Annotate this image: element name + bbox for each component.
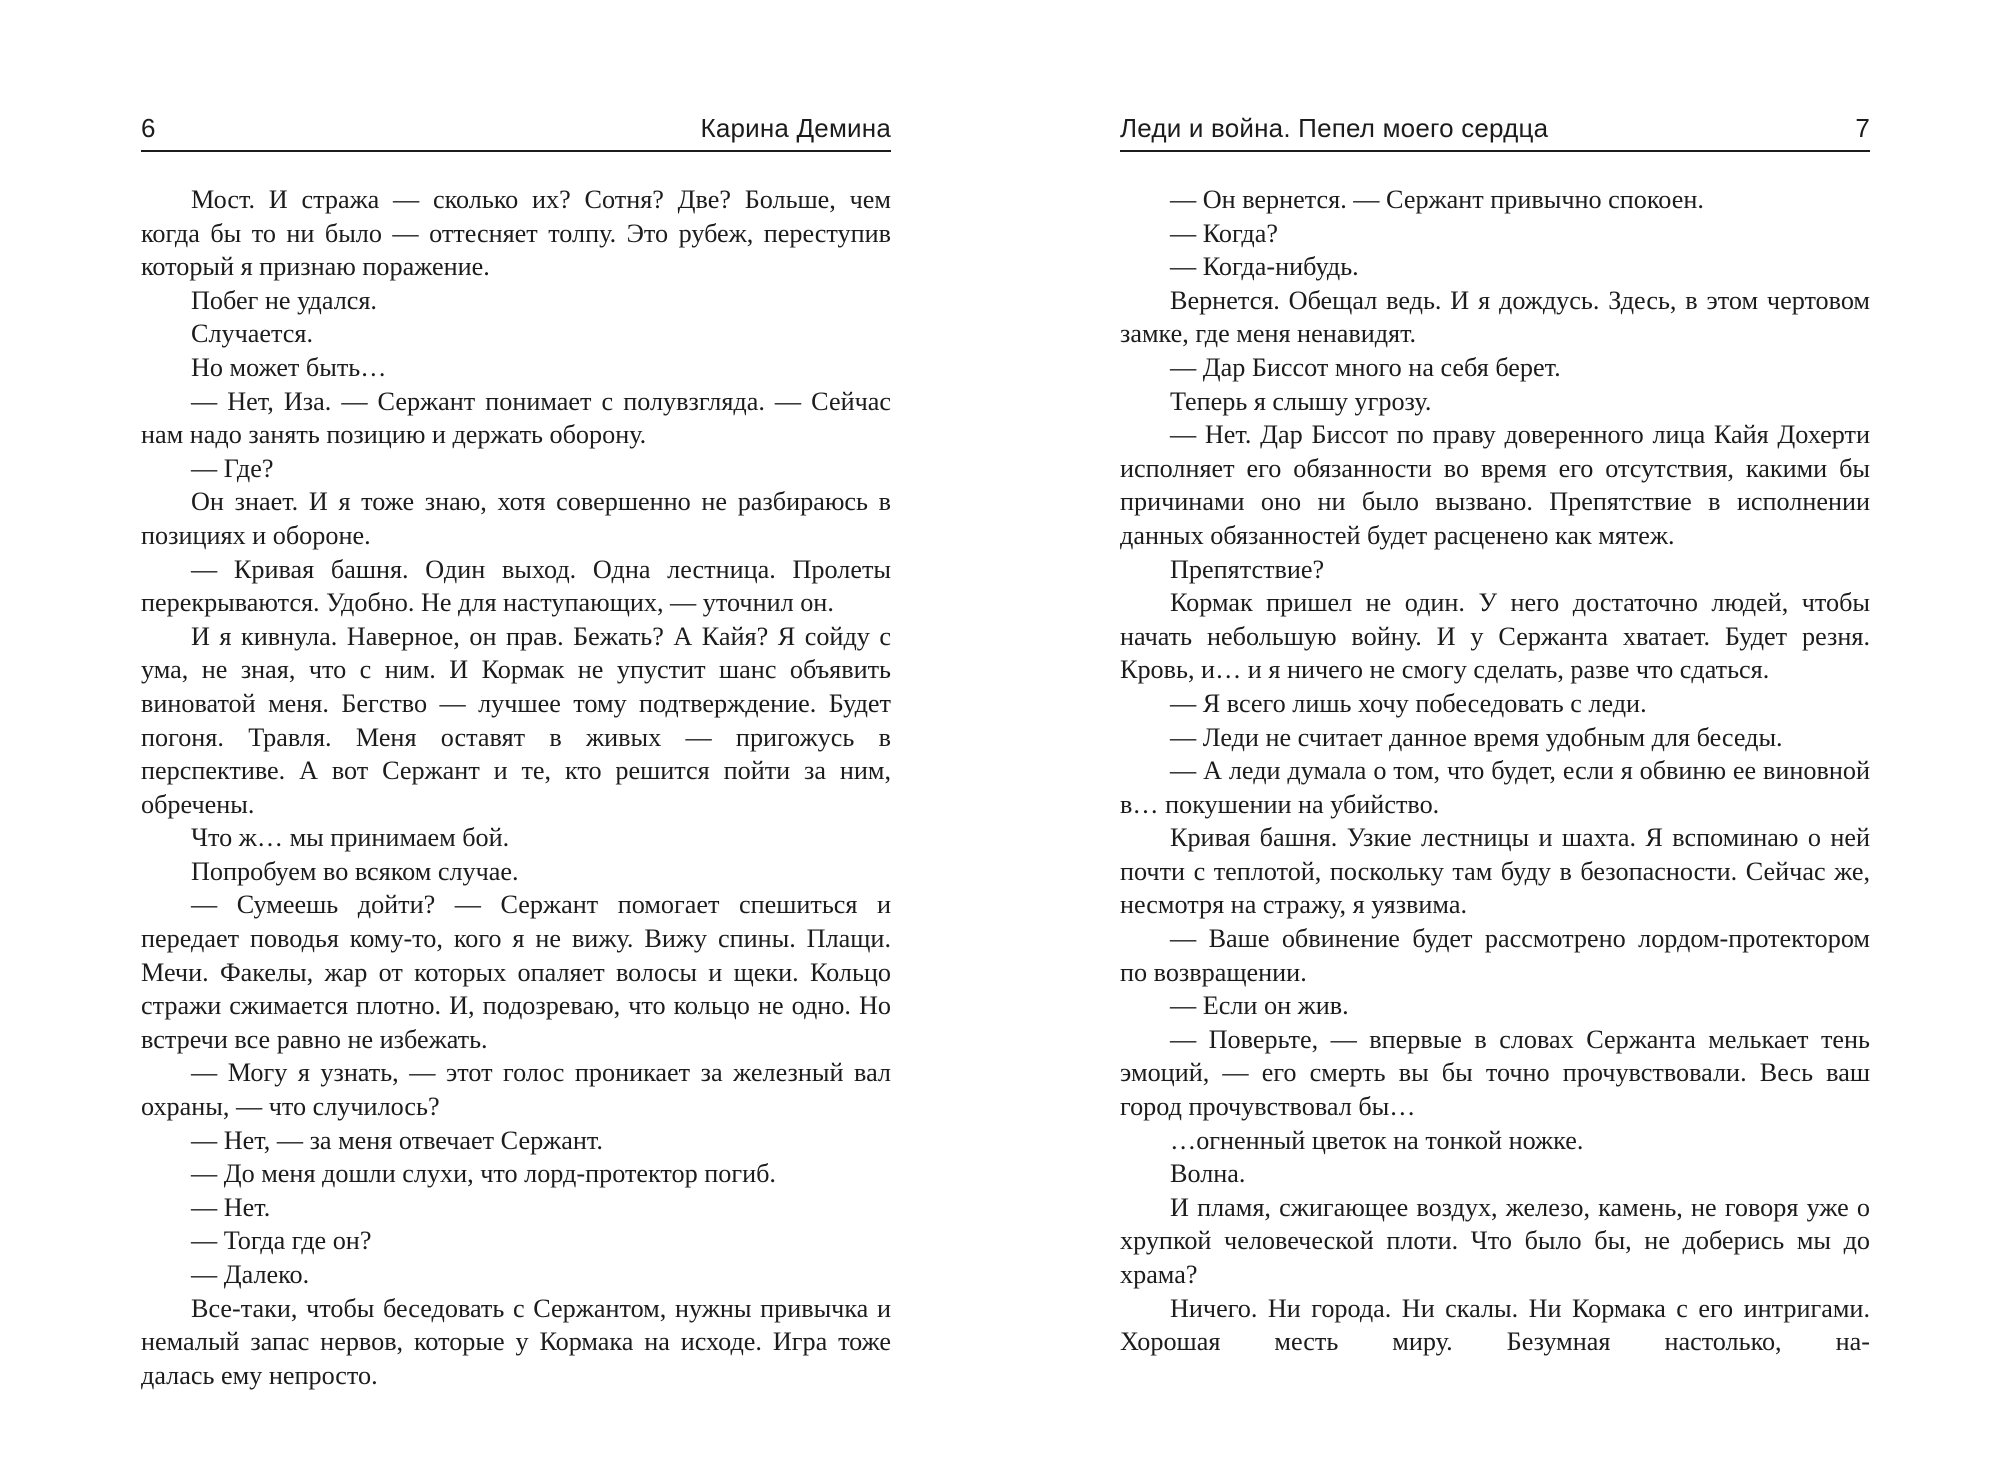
paragraph: Волна. <box>1170 1159 1246 1189</box>
paragraph: — Он вернется. — Сержант привычно спокоен. <box>1170 185 1704 214</box>
paragraph: — Нет. Дар Биссот по праву доверенного лица Кайя Дохерти исполняет его обязанности во время его отсутствия, какими бы причинами оно ни было вызвано. Препятствие в исполнении данных обязанностей будет расценено как мятеж. <box>1120 420 1870 550</box>
paragraph: — Дар Биссот много на себя берет. <box>1170 352 1561 382</box>
paragraph: — Если он жив. <box>1170 991 1349 1021</box>
paragraph: Препятствие? <box>1170 554 1325 584</box>
paragraph: — Кривая башня. Один выход. Одна лестница. Пролеты перекрываются. Удобно. Не для наступающих, — уточнил он. <box>141 554 891 618</box>
paragraph: — Когда? <box>1170 218 1278 248</box>
paragraph: Все-таки, чтобы беседовать с Сержантом, нужны привычка и немалый запас нервов, которые у Кормака на исходе. Игра тоже далась ему непросто. <box>141 1293 891 1390</box>
paragraph: Случается. <box>191 319 314 349</box>
paragraph: — Леди не считает данное время удобным для беседы. <box>1170 722 1783 752</box>
paragraph: — До меня дошли слухи, что лорд-протектор погиб. <box>191 1159 776 1189</box>
paragraph: — Сумеешь дойти? — Сержант помогает спешиться и передает поводья кому-то, кого я не вижу. Вижу спины. Плащи. Мечи. Факелы, жар от которых опаляет волосы и щеки. Кольцо стражи сжимается плотно. И, подозреваю, что кольцо не одно. Но встречи все равно не избежать. <box>141 890 891 1054</box>
paragraph: Ничего. Ни города. Ни скалы. Ни Кормака с его интригами. Хорошая месть миру. Безумная настолько, на- <box>1120 1293 1870 1357</box>
paragraph: Вернется. Обещал ведь. И я дождусь. Здесь, в этом чертовом замке, где меня ненавидят. <box>1120 285 1870 349</box>
right-running-title: Леди и война. Пепел моего сердца <box>1120 113 1549 143</box>
left-page-text <box>141 183 891 1392</box>
paragraph: Кривая башня. Узкие лестницы и шахта. Я вспоминаю о ней почти с теплотой, поскольку там буду в безопасности. Сейчас же, несмотря на стражу, я уязвима. <box>1120 823 1870 920</box>
paragraph: — Могу я узнать, — этот голос проникает за железный вал охраны, — что случилось? <box>141 1058 891 1122</box>
paragraph: — Когда-нибудь. <box>1170 252 1359 282</box>
left-running-head <box>141 108 891 152</box>
paragraph: — Тогда где он? <box>191 1226 372 1256</box>
paragraph: — Поверьте, — впервые в словах Сержанта мелькает тень эмоций, — его смерть вы бы точно прочувствовали. Весь ваш город прочувствовал бы… <box>1120 1024 1870 1122</box>
paragraph: Что ж… мы принимаем бой. <box>191 823 510 853</box>
paragraph: Он знает. И я тоже знаю, хотя совершенно не разбираюсь в позициях и обороне. <box>141 487 891 550</box>
paragraph: Теперь я слышу угрозу. <box>1170 386 1432 416</box>
paragraph: Попробуем во всяком случае. <box>191 856 519 886</box>
paragraph: И я кивнула. Наверное, он прав. Бежать? А Кайя? Я сойду с ума, не зная, что с ним. И Кормак не упустит шанс объявить виноватой меня. Бегство — лучшее тому подтверждение. Будет погоня. Травля. Меня оставят в живых — пригожусь в перспективе. А вот Сержант и те, кто решится пойти за ним, обречены. <box>141 621 891 819</box>
paragraph: Кормак пришел не один. У него достаточно людей, чтобы начать небольшую войну. И у Сержанта хватает. Будет резня. Кровь, и… и я ничего не смогу сделать, разве что сдаться. <box>1120 588 1870 685</box>
paragraph: И пламя, сжигающее воздух, железо, камень, не говоря уже о хрупкой человеческой плоти. Что было бы, не доберись мы до храма? <box>1120 1192 1870 1289</box>
paragraph: — Нет. <box>191 1192 271 1222</box>
paragraph: — А леди думала о том, что будет, если я обвиню ее виновной в… покушении на убийство. <box>1120 756 1870 819</box>
paragraph: …огненный цветок на тонкой ножке. <box>1170 1125 1584 1155</box>
left-running-title: Карина Демина <box>700 113 891 143</box>
paragraph: Побег не удался. <box>191 285 377 315</box>
paragraph: — Где? <box>191 453 274 483</box>
paragraph: — Ваше обвинение будет рассмотрено лордом-протектором по возвращении. <box>1120 924 1870 987</box>
paragraph: — Далеко. <box>191 1260 310 1289</box>
right-running-head <box>1120 108 1870 152</box>
left-page-number: 6 <box>141 113 156 143</box>
paragraph: Но может быть… <box>191 352 387 382</box>
paragraph: — Нет, Иза. — Сержант понимает с полувзгляда. — Сейчас нам надо занять позицию и держать оборону. <box>141 386 891 450</box>
paragraph: Мост. И стража — сколько их? Сотня? Две? Больше, чем когда бы то ни было — оттесняет толпу. Это рубеж, переступив который я признаю поражение. <box>141 185 891 282</box>
right-page-text <box>1120 183 1870 1359</box>
paragraph: — Нет, — за меня отвечает Сержант. <box>191 1125 603 1155</box>
paragraph: — Я всего лишь хочу побеседовать с леди. <box>1170 688 1647 718</box>
right-page-number: 7 <box>1855 113 1870 143</box>
